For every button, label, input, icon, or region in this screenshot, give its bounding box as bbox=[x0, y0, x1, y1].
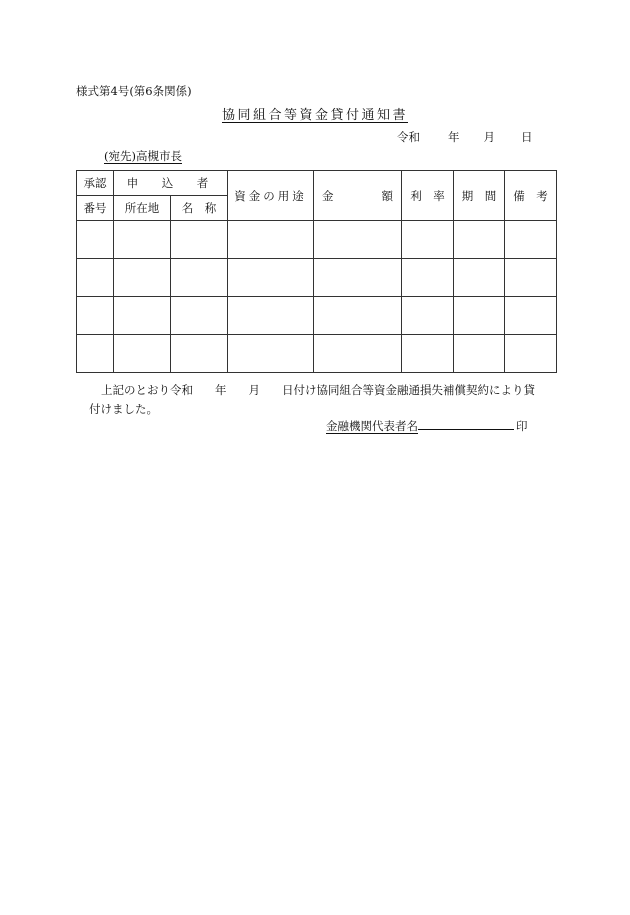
table-cell[interactable] bbox=[454, 259, 505, 297]
table-cell[interactable] bbox=[314, 259, 402, 297]
header-amount-right: 額 bbox=[381, 188, 393, 203]
table-cell[interactable] bbox=[228, 259, 314, 297]
header-amount bbox=[314, 171, 402, 221]
date-line bbox=[397, 129, 533, 145]
header-row-1 bbox=[77, 171, 557, 196]
table-cell[interactable] bbox=[454, 297, 505, 335]
header-amount-left: 金 bbox=[322, 188, 334, 203]
table-row bbox=[77, 335, 557, 373]
table-cell[interactable] bbox=[314, 297, 402, 335]
table-cell[interactable] bbox=[314, 221, 402, 259]
signature-line bbox=[326, 418, 528, 434]
table-cell[interactable] bbox=[171, 297, 228, 335]
signature-label: 金融機関代表者名 bbox=[326, 419, 418, 433]
table-cell[interactable] bbox=[402, 259, 454, 297]
header-name: 名 称 bbox=[171, 196, 228, 221]
table-cell[interactable] bbox=[114, 221, 171, 259]
seal-mark: 印 bbox=[516, 419, 528, 433]
header-fund-use: 資金の用途 bbox=[228, 171, 314, 221]
body-line-2: 付けました。 bbox=[89, 402, 158, 416]
table-cell[interactable] bbox=[402, 297, 454, 335]
header-interest-rate: 利 率 bbox=[402, 171, 454, 221]
table-cell[interactable] bbox=[114, 259, 171, 297]
table-cell[interactable] bbox=[77, 297, 114, 335]
table-cell[interactable] bbox=[505, 335, 557, 373]
table-cell[interactable] bbox=[402, 335, 454, 373]
table-row bbox=[77, 259, 557, 297]
table-cell[interactable] bbox=[505, 221, 557, 259]
header-applicant: 申 込 者 bbox=[114, 171, 228, 196]
table-row bbox=[77, 297, 557, 335]
loan-notification-table bbox=[76, 170, 557, 373]
table-cell[interactable] bbox=[114, 335, 171, 373]
table-cell[interactable] bbox=[228, 335, 314, 373]
document-title-text: 協同組合等資金貸付通知書 bbox=[221, 108, 408, 123]
header-remarks: 備 考 bbox=[505, 171, 557, 221]
table-cell[interactable] bbox=[171, 259, 228, 297]
date-day: 日 bbox=[521, 130, 533, 144]
signature-blank[interactable] bbox=[418, 418, 514, 430]
header-approval-bottom: 番号 bbox=[77, 196, 114, 221]
table-cell[interactable] bbox=[77, 221, 114, 259]
body-line-1: 上記のとおり令和 年 月 日付け協同組合等資金融通損失補償契約により貸 bbox=[101, 383, 535, 397]
header-approval-top: 承認 bbox=[77, 171, 114, 196]
table-cell[interactable] bbox=[454, 335, 505, 373]
addressee: (宛先)高槻市長 bbox=[104, 149, 182, 163]
header-period: 期 間 bbox=[454, 171, 505, 221]
date-year: 年 bbox=[448, 130, 460, 144]
table-cell[interactable] bbox=[171, 221, 228, 259]
date-era: 令和 bbox=[397, 130, 420, 144]
table-cell[interactable] bbox=[454, 221, 505, 259]
table-cell[interactable] bbox=[77, 259, 114, 297]
header-location: 所在地 bbox=[114, 196, 171, 221]
table-cell[interactable] bbox=[505, 297, 557, 335]
table-cell[interactable] bbox=[402, 221, 454, 259]
table-cell[interactable] bbox=[314, 335, 402, 373]
table-cell[interactable] bbox=[228, 297, 314, 335]
document-title bbox=[0, 104, 630, 123]
form-number-label: 様式第4号(第6条関係) bbox=[76, 84, 192, 98]
table-row bbox=[77, 221, 557, 259]
date-month: 月 bbox=[483, 130, 495, 144]
table-cell[interactable] bbox=[228, 221, 314, 259]
body-text bbox=[89, 381, 535, 419]
table-cell[interactable] bbox=[114, 297, 171, 335]
table-cell[interactable] bbox=[171, 335, 228, 373]
table-cell[interactable] bbox=[505, 259, 557, 297]
table-cell[interactable] bbox=[77, 335, 114, 373]
